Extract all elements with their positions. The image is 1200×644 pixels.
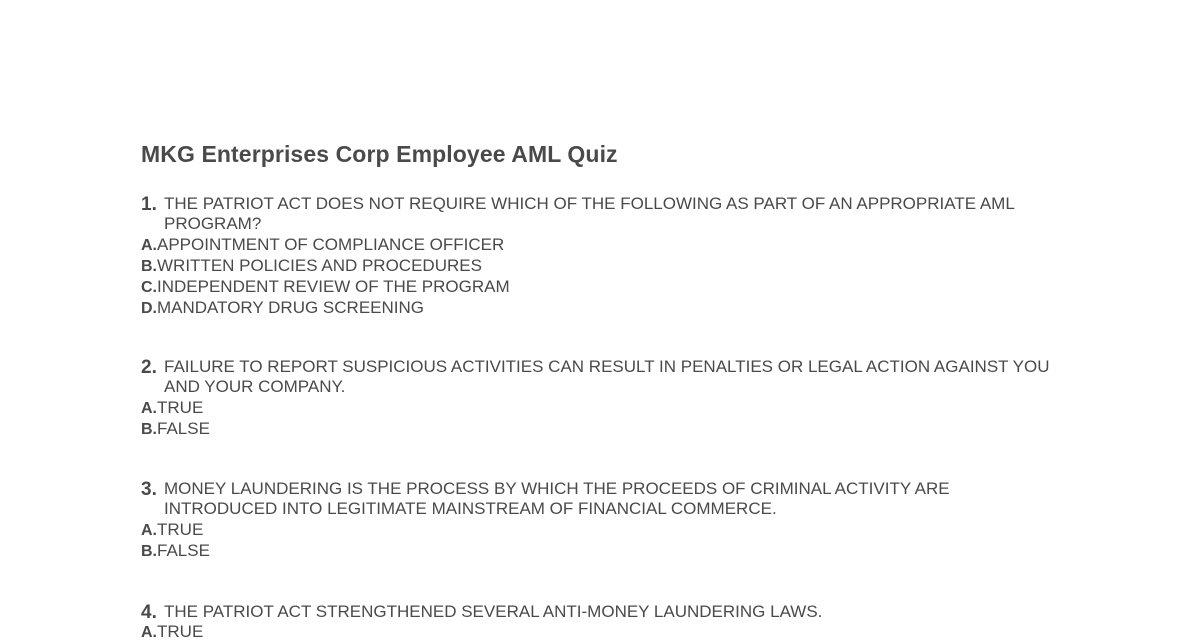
question-3 (141, 479, 1061, 562)
answer-option-a (141, 398, 1061, 419)
option-letter: B. (141, 257, 157, 275)
option-text: WRITTEN POLICIES AND PROCEDURES (157, 255, 482, 275)
question-2 (141, 357, 1061, 440)
option-text: TRUE (157, 622, 204, 642)
question-stem (141, 479, 1061, 520)
question-number: 3. (141, 479, 157, 500)
option-text: FALSE (157, 418, 210, 438)
answer-option-a (141, 622, 1061, 643)
option-text: APPOINTMENT OF COMPLIANCE OFFICER (157, 234, 505, 254)
answer-option-a (141, 520, 1061, 541)
question-number: 1. (141, 194, 157, 215)
question-stem (141, 357, 1061, 398)
option-letter: A. (141, 236, 157, 254)
option-text: MANDATORY DRUG SCREENING (157, 298, 425, 318)
answer-option-b (141, 256, 1061, 277)
question-stem (141, 194, 1061, 235)
option-text: FALSE (157, 540, 210, 560)
question-1 (141, 194, 1061, 320)
question-number: 4. (141, 602, 157, 623)
option-letter: A. (141, 624, 157, 642)
question-text: MONEY LAUNDERING IS THE PROCESS BY WHICH THE PROCEEDS OF CRIMINAL ACTIVITY ARE INTRODUCED INTO LEGITIMATE MAINSTREAM OF FINANCIAL COMMERCE. (164, 479, 950, 519)
option-text: INDEPENDENT REVIEW OF THE PROGRAM (157, 277, 510, 297)
question-text: THE PATRIOT ACT STRENGTHENED SEVERAL ANTI-MONEY LAUNDERING LAWS. (164, 602, 823, 621)
page-title: MKG Enterprises Corp Employee AML Quiz (141, 141, 618, 167)
question-text: THE PATRIOT ACT DOES NOT REQUIRE WHICH OF THE FOLLOWING AS PART OF AN APPROPRIATE AML PROGRAM? (164, 194, 1015, 234)
option-letter: A. (141, 399, 157, 417)
answer-option-c (141, 277, 1061, 298)
option-letter: B. (141, 542, 157, 560)
option-letter: D. (141, 300, 157, 318)
answer-option-b (141, 419, 1061, 440)
answer-option-d (141, 298, 1061, 319)
question-4 (141, 602, 1061, 644)
question-stem (141, 602, 1061, 622)
option-text: TRUE (157, 519, 204, 539)
option-letter: A. (141, 521, 157, 539)
option-letter: C. (141, 279, 157, 297)
option-text: TRUE (157, 397, 204, 417)
question-number: 2. (141, 357, 157, 378)
answer-option-a (141, 235, 1061, 256)
option-letter: B. (141, 420, 157, 438)
question-text: FAILURE TO REPORT SUSPICIOUS ACTIVITIES CAN RESULT IN PENALTIES OR LEGAL ACTION AGAINST YOU AND YOUR COMPANY. (164, 357, 1050, 397)
answer-option-b (141, 541, 1061, 562)
